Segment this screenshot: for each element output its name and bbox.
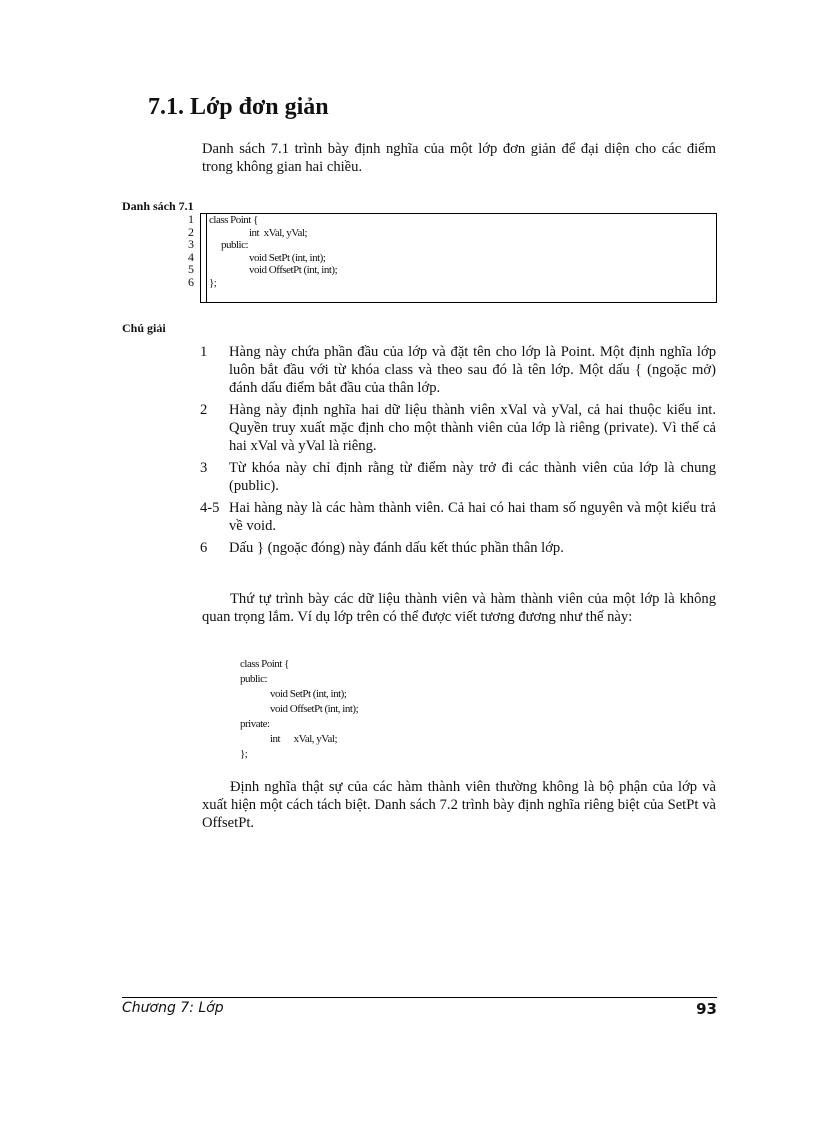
note-number: 3 [200, 460, 208, 476]
listing-label: Danh sách 7.1 [122, 199, 194, 213]
note-text: Hai hàng này là các hàm thành viên. Cả hai có hai tham số nguyên và một kiểu trả về void. [229, 500, 716, 534]
line-number: 3 [188, 237, 194, 251]
code-example [240, 658, 540, 768]
code-line: private: [240, 718, 270, 730]
note-item [200, 343, 716, 397]
page-number: 93 [696, 1000, 717, 1018]
note-number: 1 [200, 344, 208, 360]
note-item [200, 539, 716, 557]
code-line: void SetPt (int, int); [249, 251, 326, 264]
code-box [200, 213, 717, 303]
code-line: }; [209, 276, 217, 289]
code-line: public: [221, 239, 249, 251]
code-line: void OffsetPt (int, int); [249, 264, 338, 276]
section-title: 7.1. Lớp đơn giản [148, 94, 329, 120]
notes-label: Chú giải [122, 321, 166, 335]
note-number: 6 [200, 540, 208, 556]
code-line: }; [240, 748, 248, 760]
note-item [200, 499, 716, 535]
code-line: void OffsetPt (int, int); [270, 703, 359, 715]
note-number: 2 [200, 402, 208, 418]
line-number: 1 [188, 212, 194, 226]
note-text: Từ khóa này chỉ định rằng từ điểm này trở đi các thành viên của lớp là chung (public). [229, 460, 716, 494]
note-number: 4-5 [200, 500, 220, 516]
note-text: Hàng này chứa phần đầu của lớp và đặt tên cho lớp là Point. Một định nghĩa lớp luôn bắt đầu với từ khóa class và theo sau đó là tên lớp. Một dấu { (ngoặc mở) đánh dấu điểm bắt đầu của thân lớp. [229, 344, 716, 396]
line-number: 2 [188, 224, 194, 239]
intro-paragraph: Danh sách 7.1 trình bày định nghĩa của một lớp đơn giản để đại diện cho các điểm trong không gian hai chiều. [202, 141, 716, 175]
note-item [200, 401, 716, 455]
line-numbers [150, 213, 194, 288]
body-paragraph: Thứ tự trình bày các dữ liệu thành viên và hàm thành viên của một lớp là không quan trọng lắm. Ví dụ lớp trên có thể được viết tương đương như thế này: [202, 591, 716, 625]
code-line: void SetPt (int, int); [270, 688, 347, 700]
body-paragraph: Định nghĩa thật sự của các hàm thành viên thường không là bộ phận của lớp và xuất hiện một cách tách biệt. Danh sách 7.2 trình bày định nghĩa riêng biệt của SetPt và OffsetPt. [202, 779, 716, 831]
note-item [200, 459, 716, 495]
code-line: class Point { [240, 658, 289, 670]
code-line: int xVal, yVal; [249, 226, 307, 239]
notes-list [200, 343, 716, 561]
code-line: int xVal, yVal; [270, 733, 337, 745]
code-line: class Point { [209, 214, 258, 226]
code-gutter-rule [206, 214, 207, 302]
note-text: Dấu } (ngoặc đóng) này đánh dấu kết thúc phần thân lớp. [229, 540, 564, 556]
line-number: 4 [188, 249, 194, 264]
code-line: public: [240, 673, 268, 685]
note-text: Hàng này định nghĩa hai dữ liệu thành viên xVal và yVal, cả hai thuộc kiểu int. Quyền truy xuất mặc định cho một thành viên của lớp là riêng (private). Vì thế cả hai xVal và yVal là riêng. [229, 402, 716, 454]
line-number: 5 [188, 262, 194, 276]
line-number: 6 [188, 274, 194, 289]
footer-rule [122, 997, 717, 998]
footer-chapter: Chương 7: Lớp [122, 1000, 224, 1016]
